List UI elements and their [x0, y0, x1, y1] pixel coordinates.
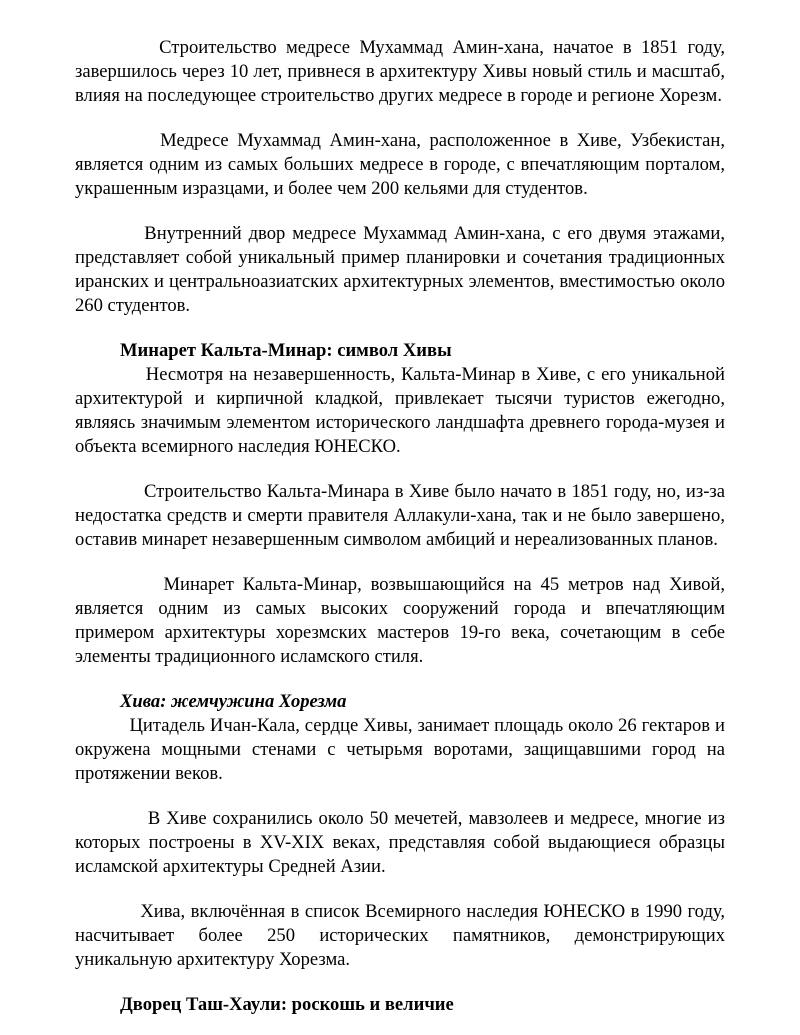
section-heading-tash-hauli: Дворец Таш-Хаули: роскошь и величие	[120, 994, 454, 1015]
paragraph-madrasa-construction: Строительство медресе Мухаммад Амин-хана, начатое в 1851 году, завершилось через 10 лет, привнеся в архитектуру Хивы новый стиль и масштаб, влияя на последующее строительство других медресе в городе и регионе Хорезм.	[75, 37, 725, 106]
paragraph-kalta-minar-construction: Строительство Кальта-Минара в Хиве было начато в 1851 году, но, из-за недостатка средств и смерти правителя Аллакули-хана, так и не было завершено, оставив минарет незавершенным символом амбиций и нереализованных планов.	[75, 481, 725, 550]
document-page	[75, 36, 725, 1017]
paragraph-kalta-minar-tourism: Несмотря на незавершенность, Кальта-Минар в Хиве, с его уникальной архитектурой и кирпичной кладкой, привлекает тысячи туристов ежегодно, являясь значимым элементом исторического ландшафта древнего города-музея и объекта всемирного наследия ЮНЕСКО.	[75, 364, 725, 457]
paragraph-khiva-unesco: Хива, включённая в список Всемирного наследия ЮНЕСКО в 1990 году, насчитывает более 250 исторических памятников, демонстрирующих уникальную архитектуру Хорезма.	[75, 901, 725, 970]
paragraph-ichan-kala: Цитадель Ичан-Кала, сердце Хивы, занимает площадь около 26 гектаров и окружена мощными стенами с четырьмя воротами, защищавшими город на протяжении веков.	[75, 715, 725, 784]
paragraph-madrasa-courtyard: Внутренний двор медресе Мухаммад Амин-хана, с его двумя этажами, представляет собой уникальный пример планировки и сочетания традиционных иранских и центральноазиатских архитектурных элементов, вместимостью около 260 студентов.	[75, 223, 725, 316]
paragraph-khiva-monuments: В Хиве сохранились около 50 мечетей, мавзолеев и медресе, многие из которых построены в XV-XIX веках, представляя собой выдающиеся образцы исламской архитектуры Средней Азии.	[75, 808, 725, 877]
paragraph-madrasa-size: Медресе Мухаммад Амин-хана, расположенное в Хиве, Узбекистан, является одним из самых больших медресе в городе, с впечатляющим порталом, украшенным изразцами, и более чем 200 кельями для студентов.	[75, 130, 725, 199]
section-heading-khiva: Хива: жемчужина Хорезма	[120, 691, 347, 712]
section-heading-kalta-minar: Минарет Кальта-Минар: символ Хивы	[120, 340, 452, 361]
paragraph-kalta-minar-height: Минарет Кальта-Минар, возвышающийся на 45 метров над Хивой, является одним из самых высоких сооружений города и впечатляющим примером архитектуры хорезмских мастеров 19-го века, сочетающим в себе элементы традиционного исламского стиля.	[75, 574, 725, 667]
